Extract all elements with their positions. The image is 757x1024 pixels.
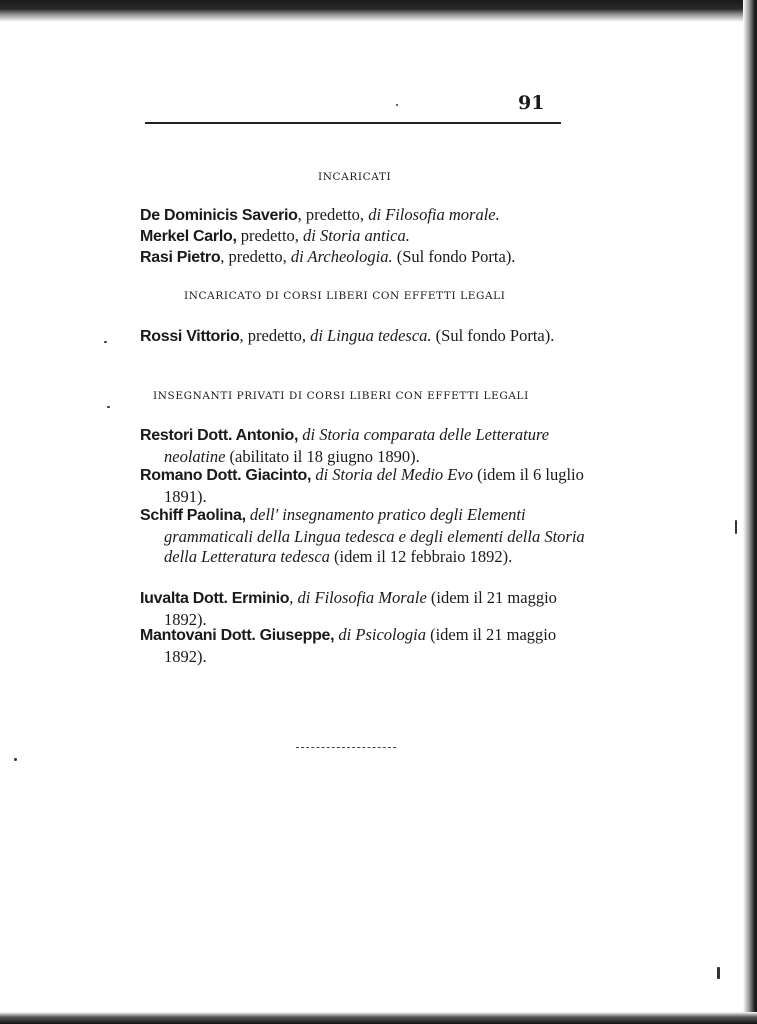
entry-note: (Sul fondo Porta).	[431, 326, 555, 345]
list-item	[140, 226, 589, 248]
list-item	[140, 326, 589, 348]
entry-text: , predetto,	[239, 326, 311, 345]
subject: di Archeologia.	[290, 247, 393, 266]
scan-speck	[396, 104, 398, 106]
section-heading-insegnanti-privati: INSEGNANTI PRIVATI DI CORSI LIBERI CON EFFETTI LEGALI	[153, 390, 529, 402]
scan-speck	[717, 967, 720, 979]
person-name: Iuvalta Dott. Erminio	[140, 590, 290, 607]
person-name: Merkel Carlo,	[140, 228, 237, 245]
entry-note: (idem il 21 maggio 1892).	[164, 588, 557, 629]
entry-text: , predetto,	[220, 247, 291, 266]
entry-text: ,	[289, 588, 298, 607]
person-name: Restori Dott. Antonio,	[140, 427, 299, 444]
entry-note: (abilitato il 18 giugno 1890).	[225, 446, 420, 466]
entry-text: predetto,	[236, 226, 304, 245]
list-item	[140, 425, 589, 467]
page-number: 91	[518, 92, 545, 114]
person-name: Rasi Pietro	[140, 249, 221, 266]
end-rule	[296, 747, 396, 749]
entry-text: , predetto,	[297, 205, 369, 224]
person-name: Mantovani Dott. Giuseppe,	[140, 627, 335, 644]
subject: di Storia comparata delle Letterature neolatine	[164, 425, 550, 466]
person-name: Schiff Paolina,	[140, 507, 246, 524]
scan-speck	[14, 758, 17, 761]
scan-speck	[104, 341, 107, 343]
scan-right-edge	[743, 0, 757, 1024]
subject: di Filosofia Morale	[297, 588, 427, 607]
list-item	[140, 465, 589, 507]
scan-bottom-edge	[0, 1012, 757, 1024]
header-rule	[145, 122, 561, 124]
list-item	[140, 205, 589, 227]
list-item	[140, 247, 589, 269]
subject: di Storia antica.	[303, 226, 410, 245]
subject: di Storia del Medio Evo	[315, 465, 473, 484]
entry-note: (idem il 6 luglio 1891).	[164, 465, 584, 506]
person-name: Rossi Vittorio	[140, 328, 240, 345]
scan-top-edge	[0, 0, 757, 22]
list-item	[140, 625, 589, 667]
subject: di Lingua tedesca.	[310, 326, 432, 345]
entry-note: (idem il 12 febbraio 1892).	[329, 547, 513, 566]
subject: di Filosofia morale.	[368, 205, 500, 224]
entry-note: (Sul fondo Porta).	[392, 247, 516, 266]
scan-speck	[107, 406, 110, 408]
subject: di Psicologia	[338, 625, 426, 644]
subject: dell' insegnamento pratico degli Elementi grammaticali della Lingua tedesca e degli elementi della Storia della Letteratura tedesca	[164, 505, 585, 566]
scan-speck	[735, 520, 737, 534]
person-name: Romano Dott. Giacinto,	[140, 467, 312, 484]
list-item	[140, 588, 589, 630]
list-item	[140, 505, 589, 568]
section-heading-incaricato-corsi: INCARICATO DI CORSI LIBERI CON EFFETTI LEGALI	[184, 290, 506, 302]
person-name: De Dominicis Saverio	[140, 207, 298, 224]
entry-note: (idem il 21 maggio 1892).	[164, 625, 557, 666]
section-heading-incaricati: INCARICATI	[318, 171, 392, 183]
